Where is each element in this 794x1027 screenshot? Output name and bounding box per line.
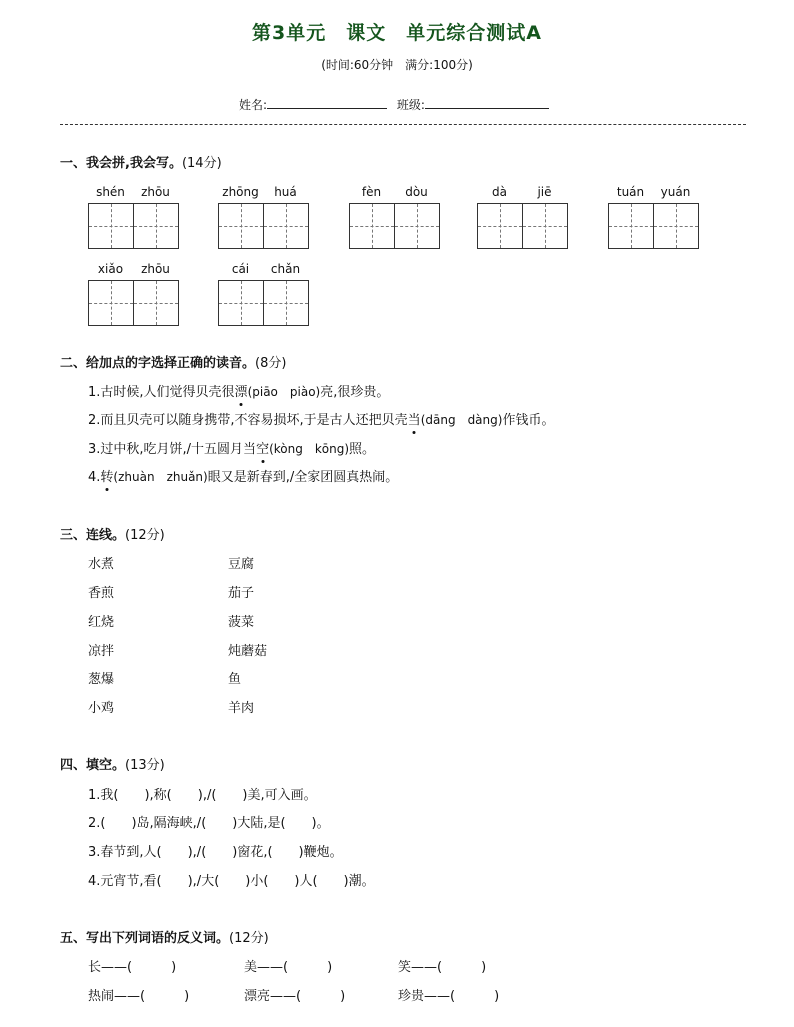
- dotted-char: 空: [256, 438, 269, 457]
- writing-box[interactable]: [134, 280, 179, 326]
- section-1-heading: 一、我会拼,我会写。: [60, 156, 182, 171]
- question-2-3: [88, 438, 375, 457]
- question-text: 亮,很珍贵。: [320, 385, 390, 400]
- section-2-heading: 二、给加点的字选择正确的读音。: [60, 356, 256, 371]
- pinyin-syllable: tuán: [616, 185, 645, 199]
- writing-box[interactable]: [88, 280, 134, 326]
- student-info-row: [0, 96, 794, 113]
- pinyin-syllable: dòu: [405, 185, 428, 199]
- class-label: 班级:: [396, 98, 425, 112]
- writing-box[interactable]: [134, 203, 179, 249]
- pinyin-syllable: chǎn: [270, 262, 301, 276]
- fill-blank-item[interactable]: 2.( )岛,隔海峡,/( )大陆,是( )。: [88, 816, 330, 831]
- writing-box[interactable]: [523, 203, 568, 249]
- pinyin-options[interactable]: (dāng dàng): [420, 413, 503, 427]
- pinyin-options[interactable]: (kòng kōng): [269, 442, 350, 456]
- writing-box[interactable]: [218, 280, 264, 326]
- pinyin-syllable: cái: [231, 262, 250, 276]
- section-1-title: [60, 152, 222, 171]
- match-left-item[interactable]: 小鸡: [88, 701, 115, 716]
- question-2-4: [88, 466, 398, 485]
- writing-box[interactable]: [608, 203, 654, 249]
- antonym-item[interactable]: 热闹——( ): [88, 989, 190, 1004]
- pinyin-syllable: huá: [274, 185, 297, 199]
- match-right-item[interactable]: 菠菜: [228, 615, 255, 630]
- question-text: 作钱币。: [502, 413, 555, 428]
- pinyin-word-3: [349, 185, 440, 249]
- dotted-char: 漂: [235, 381, 248, 400]
- writing-box[interactable]: [654, 203, 699, 249]
- match-left-item[interactable]: 葱爆: [88, 672, 115, 687]
- pinyin-word-4: [477, 185, 568, 249]
- section-3-title: [60, 524, 165, 543]
- section-4-heading: 四、填空。: [60, 758, 126, 773]
- question-text: 1.古时候,人们觉得贝壳很: [88, 385, 235, 400]
- question-text: 3.过中秋,吃月饼,/十五圆月当: [88, 442, 257, 457]
- section-5-title: [60, 927, 269, 946]
- antonym-item[interactable]: 珍贵——( ): [398, 989, 500, 1004]
- question-2-2: [88, 409, 554, 428]
- pinyin-options[interactable]: (piāo piào): [247, 385, 321, 399]
- pinyin-syllable: xiǎo: [97, 262, 124, 276]
- section-4-points: (13分): [125, 758, 165, 773]
- pinyin-word-5: [608, 185, 699, 249]
- dotted-char: 转: [100, 466, 113, 485]
- writing-box[interactable]: [264, 280, 309, 326]
- match-right-item[interactable]: 茄子: [228, 586, 255, 601]
- pinyin-syllable: zhōu: [141, 185, 170, 199]
- section-5-heading: 五、写出下列词语的反义词。: [60, 931, 230, 946]
- antonym-item[interactable]: 长——( ): [88, 960, 177, 975]
- name-field[interactable]: [267, 97, 387, 109]
- writing-box[interactable]: [395, 203, 440, 249]
- writing-box[interactable]: [477, 203, 523, 249]
- section-3-points: (12分): [125, 528, 165, 543]
- name-label: 姓名:: [239, 98, 268, 112]
- pinyin-word-2: [218, 185, 309, 249]
- match-left-item[interactable]: 水煮: [88, 557, 115, 572]
- class-field[interactable]: [425, 97, 549, 109]
- pinyin-syllable: yuán: [660, 185, 691, 199]
- fill-blank-item[interactable]: 4.元宵节,看( ),/大( )小( )人( )潮。: [88, 874, 375, 889]
- match-left-item[interactable]: 红烧: [88, 615, 115, 630]
- pinyin-syllable: dà: [492, 185, 507, 199]
- writing-box[interactable]: [349, 203, 395, 249]
- exam-time-info: (时间:60分钟 满分:100分): [321, 58, 473, 72]
- writing-box[interactable]: [88, 203, 134, 249]
- pinyin-syllable: jiē: [537, 185, 552, 199]
- section-5-points: (12分): [229, 931, 269, 946]
- fill-blank-item[interactable]: 3.春节到,人( ),/( )窗花,( )鞭炮。: [88, 845, 343, 860]
- antonym-item[interactable]: 美——( ): [244, 960, 333, 975]
- question-text: 眼又是新春到,/全家团圆真热闹。: [207, 470, 399, 485]
- match-left-item[interactable]: 香煎: [88, 586, 115, 601]
- pinyin-syllable: zhōng: [222, 185, 259, 199]
- pinyin-options[interactable]: (zhuàn zhuǎn): [113, 470, 208, 484]
- writing-box[interactable]: [264, 203, 309, 249]
- question-text: 4.: [88, 470, 101, 485]
- section-2-title: [60, 352, 286, 371]
- section-4-title: [60, 754, 165, 773]
- question-2-1: [88, 381, 389, 400]
- match-left-item[interactable]: 凉拌: [88, 644, 115, 659]
- pinyin-word-7: [218, 262, 309, 326]
- antonym-item[interactable]: 漂亮——( ): [244, 989, 346, 1004]
- pinyin-syllable: shén: [96, 185, 125, 199]
- pinyin-syllable: fèn: [361, 185, 382, 199]
- match-right-item[interactable]: 炖蘑菇: [228, 644, 268, 659]
- pinyin-syllable: zhōu: [141, 262, 170, 276]
- question-text: 2.而且贝壳可以随身携带,不容易损坏,于是古人还把贝壳: [88, 413, 408, 428]
- section-1-points: (14分): [181, 156, 222, 171]
- match-right-item[interactable]: 豆腐: [228, 557, 255, 572]
- page-title: 第3单元 课文 单元综合测试A: [252, 22, 542, 44]
- cut-line: [60, 124, 746, 125]
- fill-blank-item[interactable]: 1.我( ),称( ),/( )美,可入画。: [88, 788, 317, 803]
- section-2-points: (8分): [255, 356, 287, 371]
- match-right-item[interactable]: 鱼: [228, 672, 242, 687]
- match-right-item[interactable]: 羊肉: [228, 701, 255, 716]
- dotted-char: 当: [408, 409, 421, 428]
- section-3-heading: 三、连线。: [60, 528, 126, 543]
- antonym-item[interactable]: 笑——( ): [398, 960, 487, 975]
- question-text: 照。: [349, 442, 376, 457]
- pinyin-word-1: [88, 185, 179, 249]
- pinyin-word-6: [88, 262, 179, 326]
- writing-box[interactable]: [218, 203, 264, 249]
